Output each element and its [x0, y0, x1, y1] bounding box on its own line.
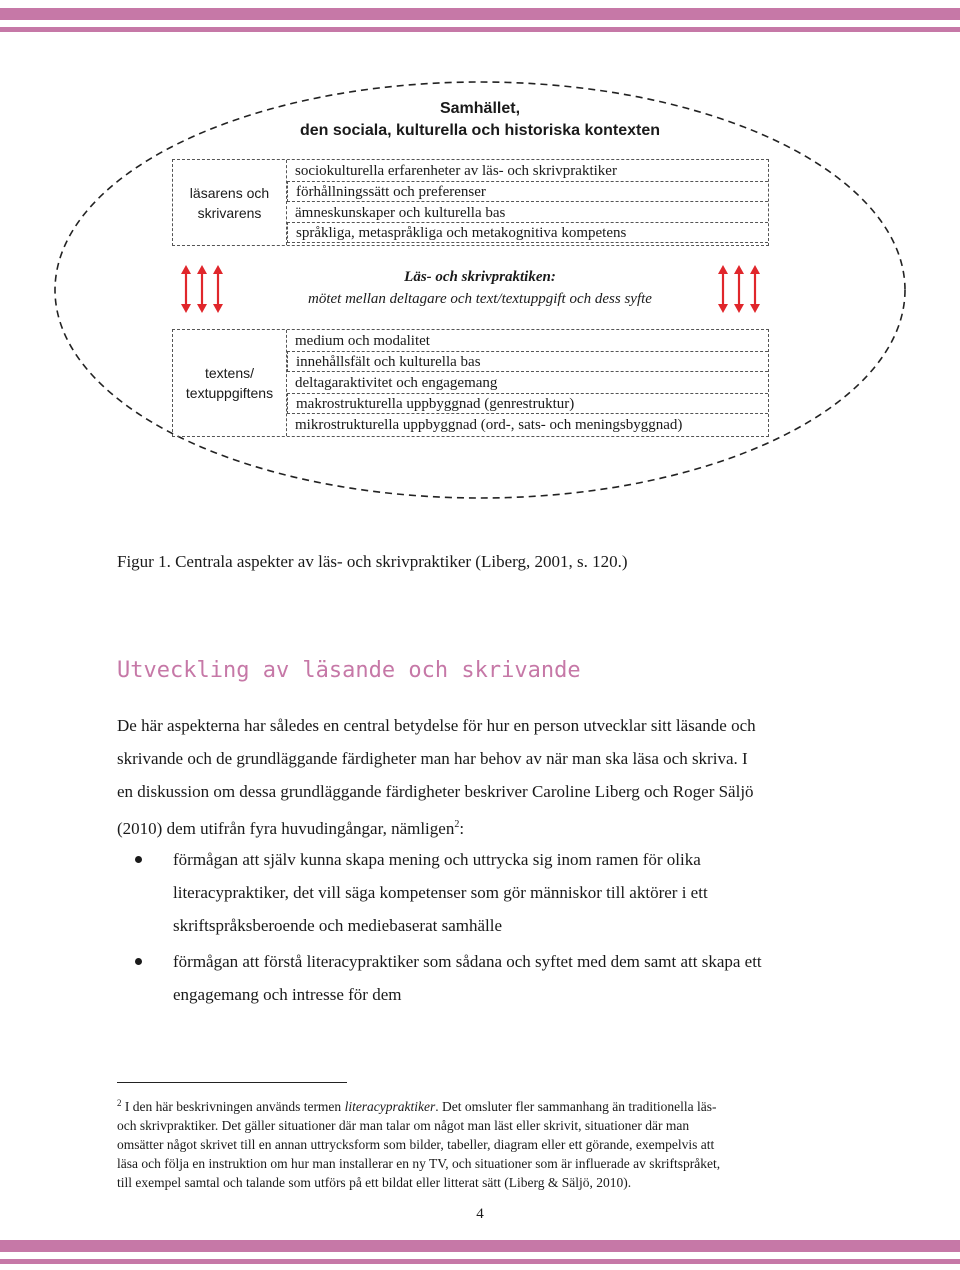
arrow-head-down: [734, 304, 744, 313]
arrow-head-up: [718, 265, 728, 274]
text-aspect-row: makrostrukturella uppbyggnad (genrestruktur): [287, 393, 768, 414]
paragraph-line: en diskussion om dessa grundläggande färdigheter beskriver Caroline Liberg och Roger Säljö: [117, 782, 754, 801]
practice-title: Läs- och skrivpraktiken:: [404, 269, 556, 285]
arrow-head-down: [181, 304, 191, 313]
footnote: [117, 1094, 847, 1192]
bullet-item: [117, 945, 847, 1011]
footnote-line: och skrivpraktiker. Det gäller situationer där man talar om något man läst eller skrivit, situationer där man: [117, 1118, 690, 1133]
arrow-head-up: [750, 265, 760, 274]
section-heading: Utveckling av läsande och skrivande: [117, 658, 581, 683]
paragraph-line: skrivande och de grundläggande färdigheter man har behov av när man ska läsa och skriva. I: [117, 749, 748, 768]
paragraph-line: De här aspekterna har således en central betydelse för hur en person utvecklar sitt läsande och: [117, 716, 756, 735]
page-number: 4: [476, 1206, 484, 1222]
practice-subtitle: mötet mellan deltagare och text/textuppgift och dess syfte: [308, 291, 652, 307]
arrow-head-down: [750, 304, 760, 313]
bullet-line: literacypraktiker, det vill säga kompetenser som gör människor till aktörer i ett: [173, 883, 708, 902]
reader-aspect-row: språkliga, metaspråkliga och metakognitiva kompetens: [287, 222, 768, 243]
arrow-head-up: [734, 265, 744, 274]
reader-label: läsarens och skrivarens: [173, 160, 287, 245]
text-aspect-row: deltagaraktivitet och engagemang: [295, 375, 498, 391]
double-arrows-left-icon: [178, 264, 226, 314]
bottom-decorative-line: [0, 1259, 960, 1264]
footnote-line: omsätter något skrivet till en annan uttrycksform som bilder, tabeller, diagram eller ett görande, exempelvis att: [117, 1137, 715, 1152]
figure-society-title: Samhället, den sociala, kulturella och historiska kontexten: [299, 100, 661, 139]
text-aspect-row: medium och modalitet: [295, 333, 430, 349]
body-paragraph: [117, 709, 847, 845]
practice-description: [200, 266, 760, 310]
bullet-line: skriftspråksberoende och mediebaserat samhälle: [173, 916, 503, 935]
text-label: textens/ textuppgiftens: [173, 330, 287, 436]
text-aspect-row: innehållsfält och kulturella bas: [287, 351, 768, 372]
text-aspect-row: mikrostrukturella uppbyggnad (ord-, sats- och meningsbyggnad): [295, 417, 683, 433]
figure-caption: Figur 1. Centrala aspekter av läs- och skrivpraktiker (Liberg, 2001, s. 120.): [117, 552, 628, 571]
bullet-icon: [135, 856, 142, 863]
bullet-line: förmågan att förstå literacypraktiker som sådana och syftet med dem samt att skapa ett: [173, 952, 762, 971]
footnote-line: till exempel samtal och talande som utförs på ett bildat eller litterat sätt (Liberg & Säljö, 2010).: [117, 1175, 632, 1190]
bullet-line: engagemang och intresse för dem: [173, 985, 402, 1004]
footnote-line: $^2$ I den här beskrivningen används termen literacypraktiker. Det omsluter fler sammanhang än traditionella läs-: [117, 1098, 717, 1114]
footnote-separator: [117, 1082, 347, 1083]
bullet-icon: [135, 958, 142, 965]
arrow-head-down: [718, 304, 728, 313]
footnote-line: läsa och följa en instruktion om hur man installerar en ny TV, och situationer som är influerade av skriftspråket,: [117, 1156, 721, 1171]
reader-aspects-grid: [172, 159, 769, 246]
arrow-head-down: [197, 304, 207, 313]
reader-aspect-row: ämneskunskaper och kulturella bas: [295, 205, 506, 221]
context-ellipse: [0, 0, 960, 520]
text-aspects-grid: [172, 329, 769, 437]
reader-aspect-row: sociokulturella erfarenheter av läs- och skrivpraktiker: [295, 163, 617, 179]
bullet-item: [117, 843, 847, 942]
double-arrows-right-icon: [715, 264, 763, 314]
arrow-head-up: [213, 265, 223, 274]
bottom-decorative-band: [0, 1240, 960, 1252]
paragraph-line: (2010) dem utifrån fyra huvudingångar, nämligen$^2$:: [117, 819, 465, 838]
arrow-head-up: [197, 265, 207, 274]
arrow-head-up: [181, 265, 191, 274]
bullet-line: förmågan att själv kunna skapa mening och uttrycka sig inom ramen för olika: [173, 850, 701, 869]
footnote-reference: 2: [454, 819, 460, 830]
reader-aspect-row: förhållningssätt och preferenser: [287, 181, 768, 202]
arrow-head-down: [213, 304, 223, 313]
